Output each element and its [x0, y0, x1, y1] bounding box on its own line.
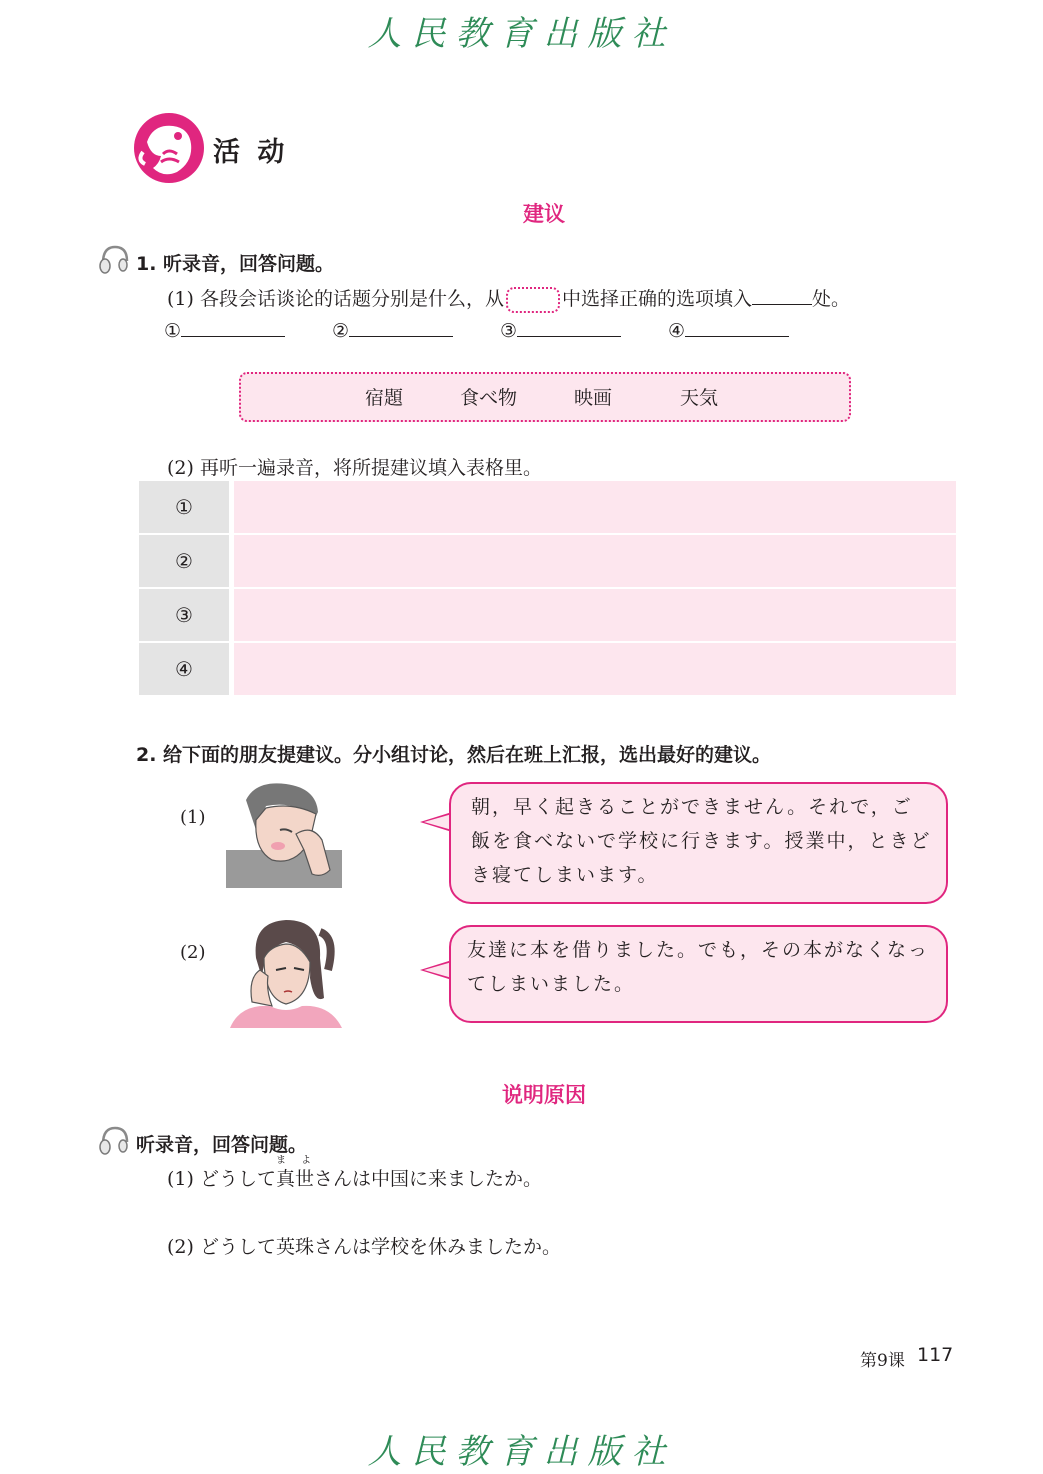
q2-title: 2. 给下面的朋友提建议。分小组讨论，然后在班上汇报，选出最好的建议。	[136, 744, 772, 766]
q1-title: 1. 听录音，回答问题。	[136, 253, 335, 275]
table-row	[139, 643, 956, 695]
options-box	[239, 372, 851, 422]
table-row	[139, 481, 956, 533]
publisher-logo-top: 人民教育出版社	[367, 14, 676, 54]
inline-option-box	[506, 287, 560, 313]
q1-part1-text-a: (1) 各段会话谈论的话题分别是什么，从	[167, 288, 504, 310]
fish-icon	[133, 112, 205, 184]
answer-blank-4[interactable]: ④	[668, 318, 789, 342]
speech-bubble-2: 友達に本を借りました。でも，その本がなくなってしまいました。	[449, 925, 948, 1023]
row-number: ④	[139, 643, 229, 695]
heading-reason: 说明原因	[502, 1083, 586, 1107]
worried-girl-illustration	[230, 918, 342, 1028]
fill-blank-sample	[752, 286, 812, 305]
q2-item1-label: (1)	[180, 807, 206, 828]
bubble-tail-fill	[424, 814, 452, 830]
option-4: 天気	[680, 387, 719, 409]
q1-part1-text-c: 处。	[811, 288, 850, 310]
row-number: ①	[139, 481, 229, 533]
q1-part1-text-b: 中选择正确的选项填入	[561, 288, 752, 310]
bubble-tail-fill	[424, 962, 452, 978]
q1-part2: (2) 再听一遍录音，将所提建议填入表格里。	[167, 457, 542, 479]
speech-bubble-1: 朝，早く起きることができません。それで，ご飯を食べないで学校に行きます。授業中，ときどき寝てしまいます。	[449, 782, 948, 904]
table-row	[139, 589, 956, 641]
answer-cell[interactable]	[234, 481, 956, 533]
name-with-ruby: ま よ 真世	[276, 1164, 314, 1191]
answer-blank-3[interactable]: ③	[500, 318, 621, 342]
q3-title: 听录音，回答问题。	[136, 1134, 308, 1156]
row-number: ③	[139, 589, 229, 641]
heading-suggestion: 建议	[523, 202, 565, 226]
section-title: 活 动	[213, 137, 289, 168]
answer-blank-2[interactable]: ②	[332, 318, 453, 342]
answer-cell[interactable]	[234, 643, 956, 695]
answer-blank-1[interactable]: ①	[164, 318, 285, 342]
q3-question-2: (2) どうして英珠さんは学校を休みましたか。	[167, 1236, 561, 1258]
headphones-icon	[97, 1124, 127, 1154]
option-2: 食べ物	[460, 387, 518, 409]
headphones-icon	[97, 243, 127, 273]
page-number: 117	[917, 1344, 954, 1366]
q2-item2-label: (2)	[180, 942, 206, 963]
publisher-logo-bottom: 人民教育出版社	[367, 1432, 676, 1472]
row-number: ②	[139, 535, 229, 587]
answer-cell[interactable]	[234, 535, 956, 587]
lesson-label: 第9课	[860, 1351, 905, 1371]
option-1: 宿題	[365, 387, 404, 409]
tired-boy-illustration	[226, 780, 342, 888]
answer-cell[interactable]	[234, 589, 956, 641]
ruby-reading: ま よ	[275, 1155, 318, 1166]
table-row	[139, 535, 956, 587]
option-3: 映画	[574, 387, 613, 409]
q3-question-1: (1) どうして ま よ 真世さんは中国に来ましたか。	[167, 1164, 542, 1191]
q1-part1-line	[167, 284, 850, 313]
suggestion-table	[139, 481, 956, 695]
